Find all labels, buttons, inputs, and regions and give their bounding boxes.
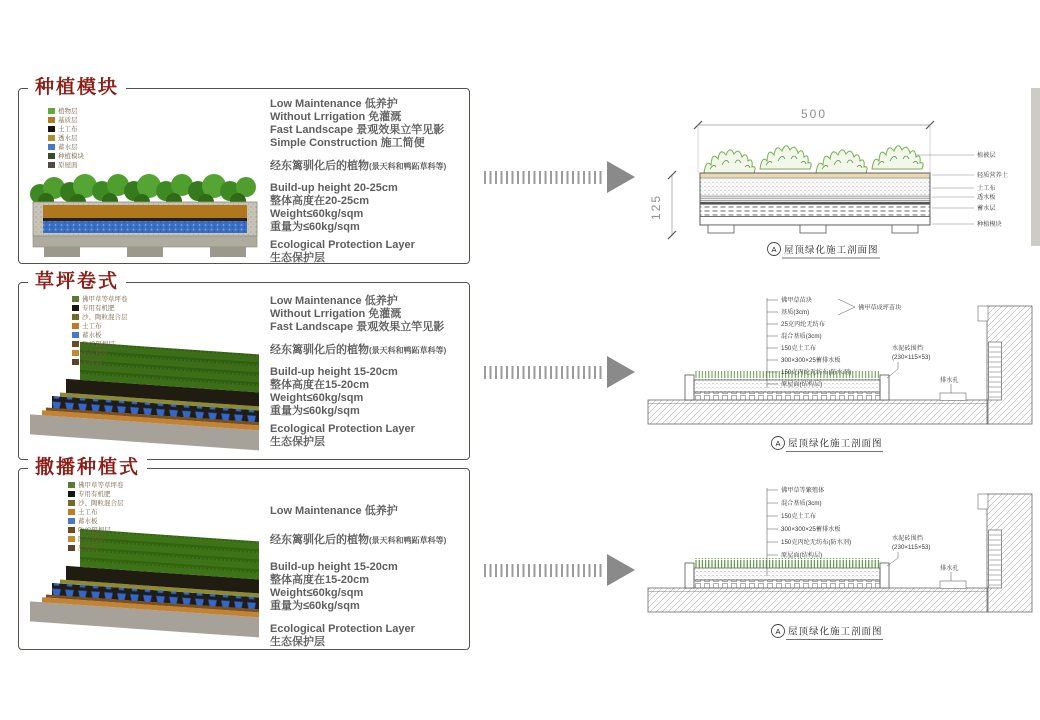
construction-drawing-3 [640, 478, 1040, 648]
planting-module-illustration [30, 156, 260, 260]
drawing-annotation: 排水孔 [940, 377, 959, 384]
legend-item [72, 295, 128, 303]
legend-item [68, 499, 124, 507]
drawing-label: 25克丙纶无纺布 [781, 321, 826, 329]
legend-label: 土工布 [82, 323, 102, 331]
legend-item [72, 358, 128, 366]
legend-item [48, 152, 84, 160]
spec-line: 整体高度在20-25cm [270, 195, 370, 207]
legend-item [68, 481, 124, 489]
legend-label: 种植模块 [58, 153, 84, 161]
legend-swatch [48, 135, 55, 141]
drawing-label: 种植模块 [977, 221, 1002, 228]
section-3-title: 撒播种植式 [28, 456, 147, 480]
legend-swatch [72, 341, 79, 347]
planter [33, 202, 257, 257]
spec-line: Weight≤60kg/sqm [270, 587, 364, 599]
drawing-annotation: 佛甲草成坪苗块 [858, 304, 902, 312]
legend-label: 专用有机肥 [78, 491, 111, 499]
legend-item [48, 134, 84, 142]
spec-line: Weight≤60kg/sqm [270, 392, 364, 404]
drawing-annotation: 水泥砖围挡 [892, 535, 923, 542]
legend-item [68, 490, 124, 498]
legend-swatch [48, 117, 55, 123]
legend-swatch [72, 296, 79, 302]
legend-swatch [68, 527, 75, 533]
legend-swatch [72, 323, 79, 329]
legend-swatch [68, 500, 75, 506]
plants-note: (景天科和鸭跖草科等) [369, 536, 447, 545]
legend-label: 佛甲草等草坪卷 [78, 482, 124, 490]
legend-item [68, 544, 124, 552]
legend-swatch [48, 126, 55, 132]
legend-label: 蓄水板 [82, 332, 102, 340]
drawing-annotation: (230×115×53) [892, 354, 931, 361]
arrow-shaft [484, 171, 602, 184]
plants-line [270, 160, 470, 173]
section-2-title: 草坪卷式 [28, 270, 126, 294]
legend-label: 土工布 [78, 509, 98, 517]
legend-item [72, 331, 128, 339]
legend-label: 原屋面 [82, 359, 102, 367]
flow-arrow [484, 356, 635, 388]
legend-label: PVC隔根层 [78, 527, 111, 535]
dimension-width: 500 [800, 107, 828, 121]
spec-line: Build-up height 20-25cm [270, 182, 398, 194]
drawing-label: 轻质营养土 [977, 172, 1008, 179]
construction-drawing-2 [640, 290, 1040, 460]
plants-note: (景天科和鸭跖草科等) [369, 346, 447, 355]
spec-line: 重量为≤60kg/sqm [270, 600, 360, 612]
legend-swatch [48, 153, 55, 159]
arrow-head-icon [607, 554, 635, 586]
legend-swatch [72, 332, 79, 338]
legend-swatch [68, 536, 75, 542]
feature-line: Low Maintenance 低养护 [270, 98, 398, 110]
eco-line-en: Ecological Protection Layer [270, 423, 415, 435]
section-1-legend [48, 107, 84, 169]
drawing-annotation: 水泥砖围挡 [892, 345, 923, 352]
drawing-label: 150克土工布 [781, 513, 817, 521]
legend-label: 原屋面 [58, 162, 78, 170]
legend-label: PVC隔根层 [82, 341, 115, 349]
legend-item [48, 116, 84, 124]
legend-swatch [48, 108, 55, 114]
drawing-label: 混合基质(3cm) [781, 333, 822, 341]
arrow-head-icon [607, 356, 635, 388]
spec-line: Weight≤60kg/sqm [270, 208, 364, 220]
legend-item [68, 508, 124, 516]
caption-letter: A [775, 439, 781, 448]
plants-note: (景天科和鸭跖草科等) [369, 162, 447, 171]
drawing-label: 透水板 [977, 194, 996, 201]
arrow-shaft [484, 564, 602, 577]
feature-line: Simple Construction 施工简便 [270, 137, 425, 149]
legend-label: 透水层 [58, 135, 78, 143]
drawing-label: 基质(3cm) [781, 309, 810, 317]
drawing-caption: 屋顶绿化施工剖面图 [784, 245, 879, 256]
eco-line-en: Ecological Protection Layer [270, 623, 415, 635]
drawing-annotation: 排水孔 [940, 565, 959, 572]
section-1-title: 种植模块 [28, 76, 126, 100]
legend-label: 基质层 [58, 117, 78, 125]
drawing-label: 佛甲草等繁殖体 [781, 487, 825, 495]
drawing-label: 原屋面(结构层) [781, 552, 823, 560]
legend-label: 蓄水层 [58, 144, 78, 152]
drawing-label: 原屋面(结构层) [781, 381, 823, 389]
legend-item [72, 313, 128, 321]
legend-swatch [68, 482, 75, 488]
feature-line: Low Maintenance 低养护 [270, 295, 398, 307]
lawn-roll-illustration [24, 326, 260, 462]
dimension-height: 125 [649, 193, 663, 221]
broadcast-planting-illustration [24, 512, 260, 650]
drawing-label: 300×300×25蓄排水板 [781, 526, 841, 534]
section-2-description [270, 295, 470, 449]
plants-text: 经东篱驯化后的植物 [270, 160, 369, 172]
drawing-label: 150克丙纶无纺布(防水剂) [781, 539, 852, 547]
legend-swatch [68, 491, 75, 497]
legend-item [48, 143, 84, 151]
legend-label: 防水材料 [78, 536, 104, 544]
section-2-legend [72, 295, 128, 366]
drawing-label: 150克丙纶无纺布(防水剂) [781, 369, 852, 377]
legend-label: 沙、陶粒混合层 [82, 314, 128, 322]
legend-swatch [72, 359, 79, 365]
legend-label: 植物层 [58, 108, 78, 116]
legend-swatch [72, 350, 79, 356]
caption-letter: A [771, 245, 777, 254]
section-3-description [270, 505, 470, 649]
legend-swatch [68, 518, 75, 524]
legend-label: 沙、陶粒混合层 [78, 500, 124, 508]
eco-line-zh: 生态保护层 [270, 252, 325, 264]
legend-swatch [48, 144, 55, 150]
drawing-label: 佛甲草苗块 [781, 297, 812, 305]
legend-label: 土工布 [58, 126, 78, 134]
drawing-label: 150克土工布 [781, 345, 817, 353]
section-3-legend [68, 481, 124, 552]
plants-text: 经东篱驯化后的植物 [270, 534, 369, 546]
arrow-head-icon [607, 161, 635, 193]
feature-line: Low Maintenance 低养护 [270, 505, 398, 517]
drawing-caption: 屋顶绿化施工剖面图 [788, 438, 883, 450]
legend-item [48, 125, 84, 133]
eco-line-zh: 生态保护层 [270, 636, 325, 648]
legend-item [72, 304, 128, 312]
plants-line [270, 534, 470, 547]
feature-line: Without Lrrigation 免灌溉 [270, 111, 402, 123]
legend-item [68, 517, 124, 525]
drawing-label: 300×300×25蓄排水板 [781, 357, 841, 365]
feature-line: Without Lrrigation 免灌溉 [270, 308, 402, 320]
drawing-caption: 屋顶绿化施工剖面图 [788, 626, 883, 638]
legend-label: 蓄水板 [78, 518, 98, 526]
legend-swatch [72, 314, 79, 320]
legend-swatch [72, 305, 79, 311]
drawing-annotation: (230×115×53) [892, 544, 931, 551]
plants-text: 经东篱驯化后的植物 [270, 344, 369, 356]
section-1-description [270, 98, 470, 265]
scan-edge-artifact [1031, 88, 1040, 246]
spec-line: Build-up height 15-20cm [270, 561, 398, 573]
eco-line-zh: 生态保护层 [270, 436, 325, 448]
spec-line: 整体高度在15-20cm [270, 379, 370, 391]
caption-letter: A [775, 627, 781, 636]
spec-line: 重量为≤60kg/sqm [270, 405, 360, 417]
legend-label: 原屋面 [78, 545, 98, 553]
legend-label: 防水材料 [82, 350, 108, 358]
plants-line [270, 344, 470, 357]
legend-item [48, 161, 84, 169]
legend-item [68, 535, 124, 543]
feature-line: Fast Landscape 景观效果立竿见影 [270, 321, 445, 333]
drawing-label: 植被层 [977, 152, 996, 159]
drawing-label: 土工布 [977, 185, 996, 192]
eco-line-en: Ecological Protection Layer [270, 239, 415, 251]
spec-line: 整体高度在15-20cm [270, 574, 370, 586]
legend-swatch [68, 545, 75, 551]
construction-drawing-1 [648, 85, 1038, 265]
flow-arrow [484, 554, 635, 586]
legend-item [48, 107, 84, 115]
legend-item [72, 340, 128, 348]
legend-item [68, 526, 124, 534]
feature-line: Fast Landscape 景观效果立竿见影 [270, 124, 445, 136]
drawing-label: 混合基质(3cm) [781, 500, 822, 508]
flow-arrow [484, 161, 635, 193]
legend-item [72, 349, 128, 357]
drawing-label: 蓄水层 [977, 205, 996, 212]
layer-stack [30, 525, 259, 637]
arrow-shaft [484, 366, 602, 379]
legend-swatch [48, 162, 55, 168]
spec-line: 重量为≤60kg/sqm [270, 221, 360, 233]
spec-line: Build-up height 15-20cm [270, 366, 398, 378]
legend-item [72, 322, 128, 330]
layer-stack [30, 338, 259, 450]
legend-label: 专用有机肥 [82, 305, 115, 313]
legend-label: 佛甲草等草坪卷 [82, 296, 128, 304]
legend-swatch [68, 509, 75, 515]
